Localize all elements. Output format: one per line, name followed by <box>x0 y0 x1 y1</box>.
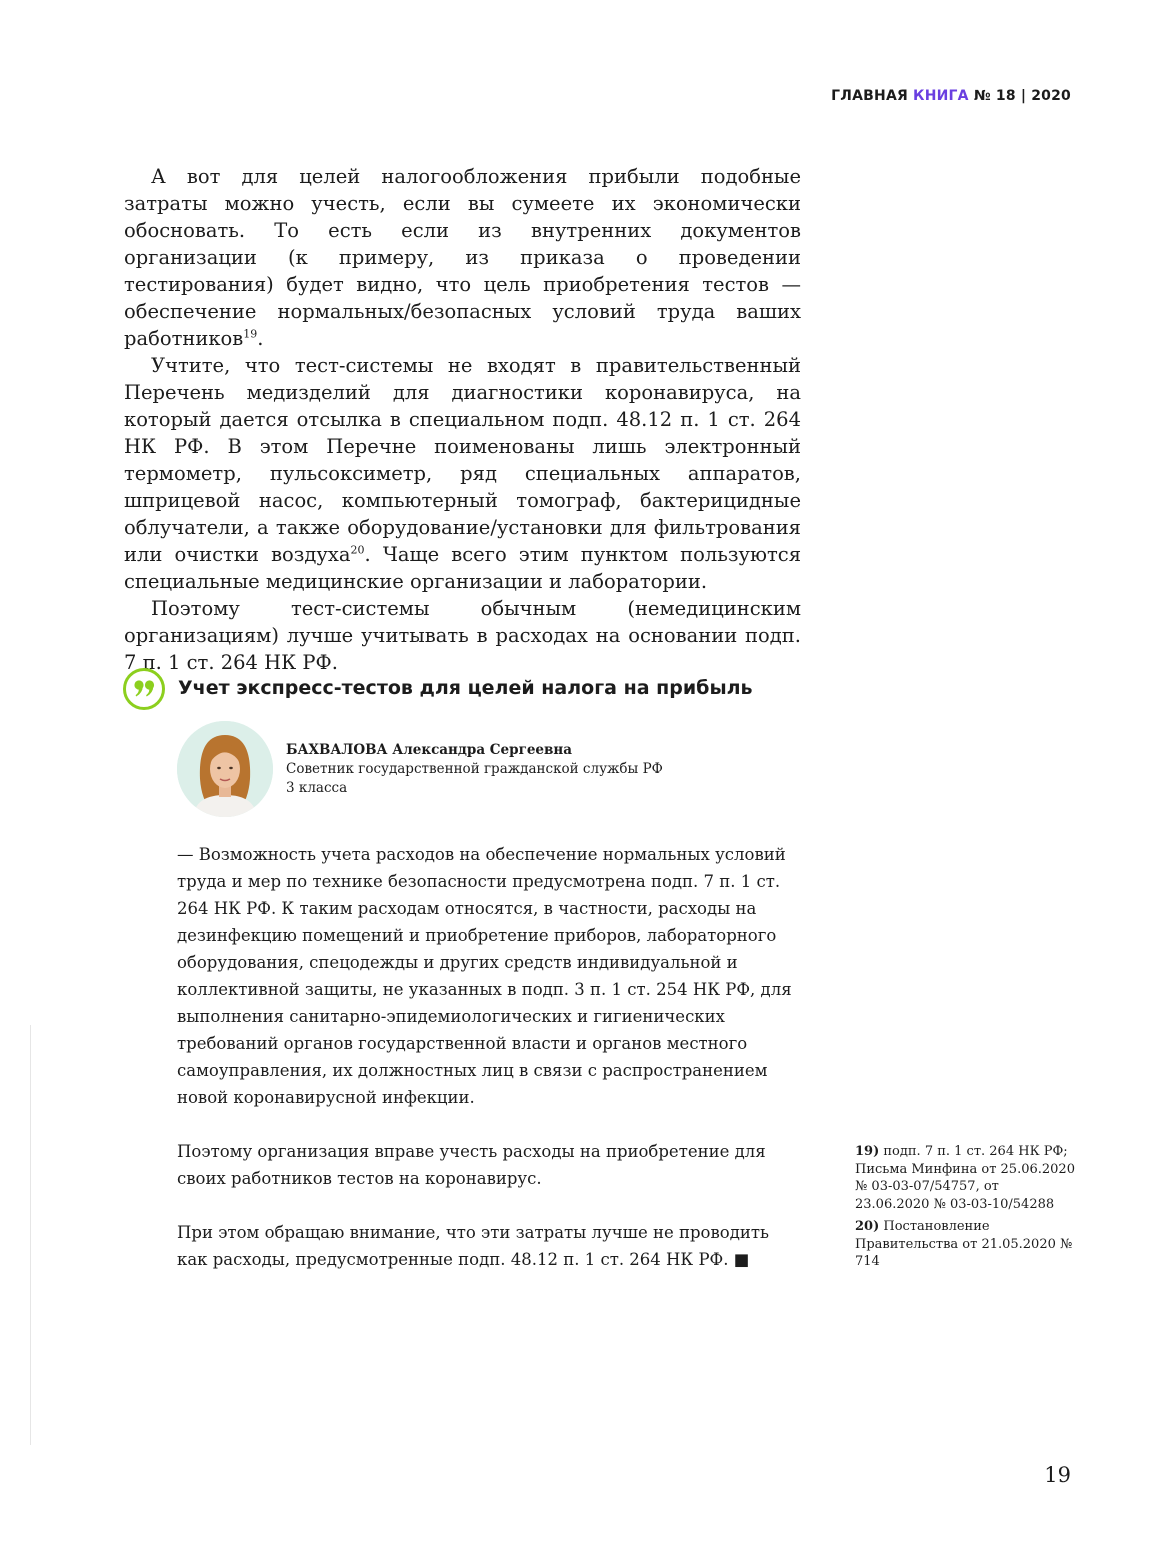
brand-main: ГЛАВНАЯ <box>831 88 908 104</box>
footnote-ref: 20 <box>350 543 365 557</box>
footnote <box>855 1143 1075 1213</box>
quote-title: Учет экспресс-тестов для целей налога на прибыль <box>178 677 753 699</box>
quote-paragraph: — Возможность учета расходов на обеспечение нормальных условий труда и мер по технике безопасности предусмотрена подп. 7 п. 1 ст. 264 НК РФ. К таким расходам относятся, в частности, расходы на дезинфекцию помещений и приобретение приборов, лабораторного оборудования, спецодежды и других средств индивидуальной и коллективной защиты, не указанных в подп. 3 п. 1 ст. 254 НК РФ, для выполнения санитарно-эпидемиологических и гигиенических требований органов государственной власти и органов местного самоуправления, их должностных лиц в связи с распространением новой коронавирусной инфекции. <box>177 845 792 1107</box>
brand-accent: КНИГА <box>913 88 969 104</box>
article-body <box>124 163 801 676</box>
footnote-number: 20) <box>855 1219 880 1234</box>
quote-paragraph: При этом обращаю внимание, что эти затраты лучше не проводить как расходы, предусмотренные подп. 48.12 п. 1 ст. 264 НК РФ. ■ <box>177 1223 769 1269</box>
quote-mark-icon <box>123 668 165 710</box>
footnotes <box>855 1143 1075 1271</box>
expert-info <box>286 741 663 798</box>
footnote-number: 19) <box>855 1144 880 1159</box>
end-mark: ■ <box>733 1250 750 1269</box>
footnote-text: подп. 7 п. 1 ст. 264 НК РФ; Письма Минфина от 25.06.2020 № 03-03-07/54757, от 23.06.2020 № 03-03-10/54288 <box>855 1144 1075 1212</box>
footnote-text: Постановление Правительства от 21.05.2020 № 714 <box>855 1219 1073 1269</box>
footnote <box>855 1218 1075 1271</box>
quote-paragraph: Поэтому организация вправе учесть расходы на приобретение для своих работников тестов на коронавирус. <box>177 1142 766 1188</box>
running-header <box>831 88 1071 104</box>
paragraph: А вот для целей налогообложения прибыли подобные затраты можно учесть, если вы сумеете их экономически обосновать. То есть если из внутренних документов организации (к примеру, из приказа о проведении тестирования) будет видно, что цель приобретения тестов — обеспечение нормальных/безопасных условий труда ваших работников$^{19}$. <box>124 165 801 350</box>
footnote-ref: 19 <box>243 327 258 341</box>
paragraph: Учтите, что тест-системы не входят в правительственный Перечень медизделий для диагностики коронавируса, на который дается отсылка в специальном подп. 48.12 п. 1 ст. 264 НК РФ. В этом Перечне поименованы лишь электронный термометр, пульсоксиметр, ряд специальных аппаратов, шприцевой насос, компьютерный томограф, бактерицидные облучатели, а также оборудование/установки для фильтрования или очистки воздуха$^{20}$. Чаще всего этим пунктом пользуются специальные медицинские организации и лаборатории. <box>124 354 802 593</box>
expert-name: БАХВАЛОВА Александра Сергеевна <box>286 742 573 758</box>
expert-photo <box>177 721 273 817</box>
divider <box>30 1025 31 1445</box>
expert-position-class: 3 класса <box>286 780 348 796</box>
expert-position: Советник государственной гражданской службы РФ <box>286 761 663 777</box>
issue-number: № 18 | 2020 <box>973 88 1071 104</box>
page-number: 19 <box>1044 1463 1071 1487</box>
paragraph: Поэтому тест-системы обычным (немедицинским организациям) лучше учитывать в расходах на основании подп. 7 п. 1 ст. 264 НК РФ. <box>124 597 801 674</box>
quote-body <box>177 841 799 1273</box>
